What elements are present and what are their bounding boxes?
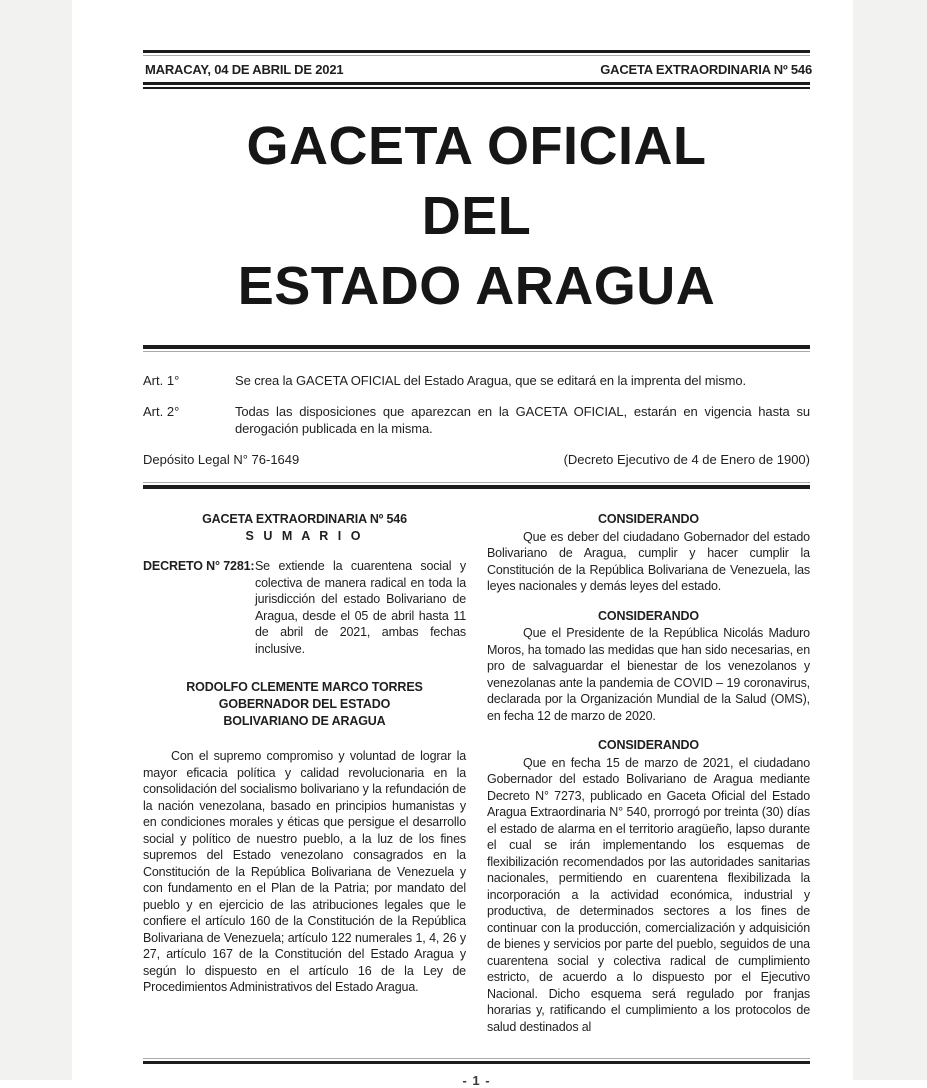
sumario-issue-heading: GACETA EXTRAORDINARIA Nº 546	[202, 512, 407, 526]
considerando-section-1	[487, 511, 810, 595]
article-row	[143, 372, 810, 389]
considerando-heading-3: CONSIDERANDO	[598, 738, 699, 752]
article-row	[143, 403, 810, 437]
decree-summary-text: Se extiende la cuarentena social y colectiva de manera radical en toda la jurisdicción del estado Bolivariano de Aragua, desde el 05 de abril hasta 11 de abril de 2021, ambas fechas inclusive.	[255, 559, 466, 656]
header-issue-number: GACETA EXTRAORDINARIA Nº 546	[600, 62, 812, 77]
article-1-text: Se crea la GACETA OFICIAL del Estado Aragua, que se editará en la imprenta del mismo.	[235, 373, 747, 388]
governor-title-line-1: GOBERNADOR DEL ESTADO	[218, 697, 391, 711]
sumario-heading: S U M A R I O	[245, 528, 364, 543]
legal-deposit-row	[143, 451, 810, 468]
left-column	[143, 511, 466, 1048]
right-column	[487, 511, 810, 1048]
considerando-section-2	[487, 608, 810, 725]
masthead-separator-rule-thin	[143, 351, 810, 352]
masthead-line-3: ESTADO ARAGUA	[237, 256, 716, 316]
legal-deposit-number: Depósito Legal N° 76-1649	[143, 452, 300, 467]
paper-sheet	[72, 0, 853, 1088]
considerando-text-2: Que el Presidente de la República Nicolás Maduro Moros, ha tomado las medidas que han sido necesarias, en pro de salvaguardar el bienestar de los venezolanos y venezolanas ante la pandemia de COVID – 19 coronavirus, declarada por la Organización Mundial de la Salud (OMS), en fecha 12 de marzo de 2020.	[487, 626, 810, 723]
governor-name: RODOLFO CLEMENTE MARCO TORRES	[186, 680, 423, 694]
footer-rule	[143, 1061, 810, 1064]
masthead-line-1: GACETA OFICIAL	[246, 116, 707, 176]
masthead-title	[143, 111, 810, 321]
executive-decree-note: (Decreto Ejecutivo de 4 de Enero de 1900)	[563, 452, 810, 467]
decree-summary	[143, 558, 466, 657]
running-header	[143, 56, 814, 82]
article-2-label: Art. 2°	[143, 404, 180, 419]
decree-number-label: DECRETO N° 7281:	[143, 559, 255, 573]
masthead-line-2: DEL	[421, 186, 532, 246]
header-date: MARACAY, 04 DE ABRIL DE 2021	[145, 62, 344, 77]
considerando-section-3	[487, 737, 810, 1035]
governor-title-line-2: BOLIVARIANO DE ARAGUA	[223, 714, 386, 728]
article-1-label: Art. 1°	[143, 373, 180, 388]
considerando-heading-2: CONSIDERANDO	[598, 608, 699, 623]
considerando-text-3: Que en fecha 15 de marzo de 2021, el ciudadano Gobernador del estado Bolivariano de Aragua mediante Decreto N° 7273, publicado en Gaceta Oficial del Estado Aragua Extraordinaria N° 540, prorrogó por treinta (30) días el estado de alarma en el territorio aragüeño, lapso durante el cual se irán implementando los esquemas de flexibilización recomendados por las autoridades sanitarias nacionales, permitiendo en cuarentena flexibilizada la incorporación a la actividad económica, industrial y productiva, de determinados sectores a los fines de continuar con la producción, comercialización y adquisición de bienes y servicios por parte del pueblo, seguidos de una cuarentena social y colectiva radical de cumplimiento estricto, de acuerdo a lo dispuesto por el Ejecutivo Nacional. Dicho esquema será regulado por franjas horarias y, ratificando el cumplimiento a los protocolos de salud destinados al	[487, 755, 810, 1034]
footer-rules	[143, 1058, 810, 1064]
article-2-text: Todas las disposiciones que aparezcan en la GACETA OFICIAL, estarán en vigencia hasta su derogación publicada en la misma.	[235, 404, 810, 436]
considerando-text-1: Que es deber del ciudadano Gobernador del estado Bolivariano de Aragua, cumplir y hacer cumplir la Constitución de la República Bolivariana de Venezuela, las leyes nacionales y demás leyes del estado.	[487, 529, 810, 593]
governor-name-block	[143, 679, 466, 730]
page-number: - 1 -	[462, 1073, 491, 1088]
considerando-heading-1: CONSIDERANDO	[598, 512, 699, 526]
preamble-paragraph: Con el supremo compromiso y voluntad de lograr la mayor eficacia política y calidad revolucionaria en la consolidación del socialismo bolivariano y la refundación de la nación venezolana, basado en principios humanistas y en condiciones morales y éticas que persigue el desarrollo social y político de nuestro pueblo, a la luz de los fines supremos del Estado venezolano consagrados en la Constitución de la República Bolivariana de Venezuela y con fundamento en el Plan de la Patria; por mandato del pueblo y en ejercicio de las atribuciones legales que le confiere el artículo 160 de la Constitución de la República Bolivariana de Venezuela; artículo 122 numerales 1, 4, 26 y 27, artículo 167 de la Constitución del Estado Aragua y según lo dispuesto en el artículo 16 de la Ley de Procedimientos Administrativos del Estado Aragua.	[143, 749, 466, 994]
founding-articles	[143, 372, 810, 468]
columns-top-rule	[143, 485, 810, 489]
two-column-body	[143, 511, 810, 1048]
header-bottom-rule-thin	[143, 87, 810, 89]
